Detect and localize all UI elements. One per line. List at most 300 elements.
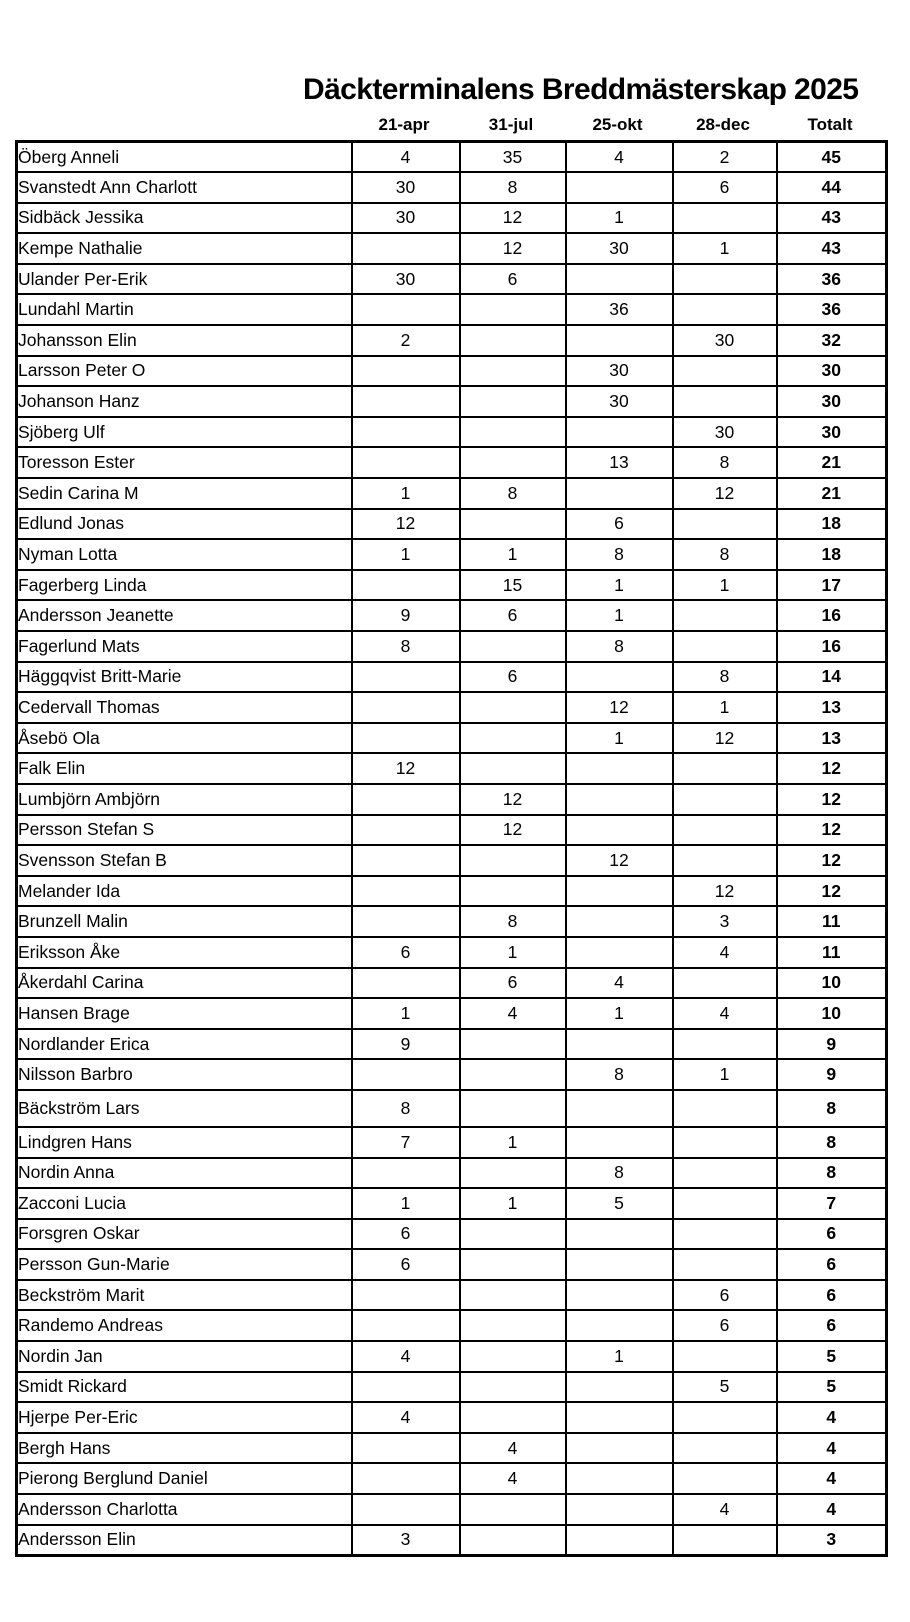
table-row xyxy=(17,509,887,540)
total-cell: 8 xyxy=(777,1158,887,1189)
score-cell: 4 xyxy=(673,998,777,1029)
player-name-cell: Fagerlund Mats xyxy=(17,631,352,662)
score-cell: 4 xyxy=(352,1341,460,1372)
player-name-cell: Lindgren Hans xyxy=(17,1127,352,1158)
total-cell: 36 xyxy=(777,264,887,295)
score-cell: 2 xyxy=(352,325,460,356)
table-row xyxy=(17,1090,887,1127)
total-cell: 30 xyxy=(777,356,887,387)
total-cell: 12 xyxy=(777,845,887,876)
table-row xyxy=(17,478,887,509)
score-cell xyxy=(673,1127,777,1158)
player-name-cell: Forsgren Oskar xyxy=(17,1219,352,1250)
score-cell: 8 xyxy=(673,662,777,693)
score-cell xyxy=(566,1280,673,1311)
player-name-cell: Persson Stefan S xyxy=(17,815,352,846)
score-cell xyxy=(352,1059,460,1090)
score-cell xyxy=(566,1463,673,1494)
table-row xyxy=(17,1494,887,1525)
player-name-cell: Larsson Peter O xyxy=(17,356,352,387)
score-cell: 6 xyxy=(352,1249,460,1280)
total-cell: 4 xyxy=(777,1494,887,1525)
total-cell: 45 xyxy=(777,142,887,173)
total-cell: 44 xyxy=(777,172,887,203)
score-cell xyxy=(566,1249,673,1280)
player-name-cell: Häggqvist Britt-Marie xyxy=(17,662,352,693)
score-cell: 12 xyxy=(460,815,566,846)
score-cell: 1 xyxy=(566,600,673,631)
player-name-cell: Svensson Stefan B xyxy=(17,845,352,876)
score-cell xyxy=(352,386,460,417)
score-cell: 30 xyxy=(673,325,777,356)
player-name-cell: Lundahl Martin xyxy=(17,294,352,325)
score-cell xyxy=(460,753,566,784)
total-cell: 14 xyxy=(777,662,887,693)
total-cell: 36 xyxy=(777,294,887,325)
score-cell xyxy=(673,386,777,417)
score-cell: 6 xyxy=(566,509,673,540)
total-cell: 13 xyxy=(777,723,887,754)
score-cell xyxy=(460,1059,566,1090)
score-cell: 4 xyxy=(460,998,566,1029)
score-cell: 4 xyxy=(352,142,460,173)
player-name-cell: Cedervall Thomas xyxy=(17,692,352,723)
score-cell: 1 xyxy=(352,1188,460,1219)
score-cell: 1 xyxy=(566,1341,673,1372)
score-cell: 12 xyxy=(673,876,777,907)
total-cell: 6 xyxy=(777,1249,887,1280)
score-cell: 1 xyxy=(673,692,777,723)
player-name-cell: Bäckström Lars xyxy=(17,1090,352,1127)
score-cell xyxy=(352,1158,460,1189)
score-cell xyxy=(566,417,673,448)
table-row xyxy=(17,1310,887,1341)
page-title: Däckterminalens Breddmästerskap 2025 xyxy=(303,73,859,107)
score-cell xyxy=(460,1249,566,1280)
column-header-date-4: 28-dec xyxy=(696,115,750,134)
score-cell: 1 xyxy=(566,998,673,1029)
score-cell: 6 xyxy=(460,968,566,999)
table-row xyxy=(17,447,887,478)
score-cell xyxy=(460,1402,566,1433)
player-name-cell: Hansen Brage xyxy=(17,998,352,1029)
score-cell xyxy=(352,294,460,325)
score-cell: 30 xyxy=(566,233,673,264)
player-name-cell: Toresson Ester xyxy=(17,447,352,478)
table-row xyxy=(17,233,887,264)
score-cell: 1 xyxy=(352,998,460,1029)
score-cell: 2 xyxy=(673,142,777,173)
table-row xyxy=(17,539,887,570)
score-cell xyxy=(352,417,460,448)
score-cell: 4 xyxy=(352,1402,460,1433)
score-cell xyxy=(673,356,777,387)
total-cell: 4 xyxy=(777,1463,887,1494)
player-name-cell: Öberg Anneli xyxy=(17,142,352,173)
score-cell xyxy=(566,478,673,509)
score-cell: 30 xyxy=(352,203,460,234)
total-cell: 12 xyxy=(777,784,887,815)
total-cell: 5 xyxy=(777,1372,887,1403)
total-cell: 3 xyxy=(777,1525,887,1556)
score-cell: 30 xyxy=(566,386,673,417)
score-cell: 1 xyxy=(460,1127,566,1158)
player-name-cell: Johansson Elin xyxy=(17,325,352,356)
score-cell xyxy=(566,753,673,784)
table-row xyxy=(17,1433,887,1464)
score-cell: 4 xyxy=(460,1463,566,1494)
total-cell: 16 xyxy=(777,631,887,662)
player-name-cell: Falk Elin xyxy=(17,753,352,784)
total-cell: 4 xyxy=(777,1402,887,1433)
table-row xyxy=(17,631,887,662)
score-cell xyxy=(352,906,460,937)
score-cell xyxy=(566,815,673,846)
score-cell: 6 xyxy=(460,600,566,631)
table-row xyxy=(17,692,887,723)
score-cell: 13 xyxy=(566,447,673,478)
score-cell: 7 xyxy=(352,1127,460,1158)
score-cell xyxy=(673,600,777,631)
score-cell xyxy=(566,1219,673,1250)
score-cell: 1 xyxy=(566,203,673,234)
score-cell xyxy=(566,662,673,693)
player-name-cell: Nordin Jan xyxy=(17,1341,352,1372)
total-cell: 18 xyxy=(777,539,887,570)
score-cell: 30 xyxy=(352,172,460,203)
score-cell: 9 xyxy=(352,600,460,631)
table-row xyxy=(17,815,887,846)
standings-sheet xyxy=(15,110,885,1557)
score-cell xyxy=(673,815,777,846)
player-name-cell: Åsebö Ola xyxy=(17,723,352,754)
total-cell: 10 xyxy=(777,968,887,999)
score-cell: 1 xyxy=(460,539,566,570)
score-cell xyxy=(566,172,673,203)
score-cell xyxy=(460,1158,566,1189)
column-header-date-2: 31-jul xyxy=(488,115,534,134)
score-cell xyxy=(566,1433,673,1464)
score-cell: 15 xyxy=(460,570,566,601)
table-row xyxy=(17,1372,887,1403)
score-cell xyxy=(460,876,566,907)
table-row xyxy=(17,325,887,356)
score-cell: 4 xyxy=(566,968,673,999)
score-cell xyxy=(460,1029,566,1060)
score-cell: 6 xyxy=(352,1219,460,1250)
player-name-cell: Fagerberg Linda xyxy=(17,570,352,601)
table-row xyxy=(17,998,887,1029)
player-name-cell: Randemo Andreas xyxy=(17,1310,352,1341)
score-cell xyxy=(673,1341,777,1372)
table-row xyxy=(17,417,887,448)
score-cell xyxy=(460,294,566,325)
score-cell: 6 xyxy=(673,1280,777,1311)
standings-table xyxy=(15,140,888,1557)
column-header-row xyxy=(15,110,885,140)
table-row xyxy=(17,1280,887,1311)
total-cell: 43 xyxy=(777,233,887,264)
total-cell: 30 xyxy=(777,417,887,448)
total-cell: 18 xyxy=(777,509,887,540)
player-name-cell: Brunzell Malin xyxy=(17,906,352,937)
score-cell: 6 xyxy=(673,1310,777,1341)
total-cell: 11 xyxy=(777,906,887,937)
score-cell xyxy=(673,784,777,815)
score-cell: 1 xyxy=(566,570,673,601)
score-cell: 12 xyxy=(460,233,566,264)
player-name-cell: Andersson Elin xyxy=(17,1525,352,1556)
total-cell: 30 xyxy=(777,386,887,417)
player-name-cell: Andersson Charlotta xyxy=(17,1494,352,1525)
player-name-cell: Kempe Nathalie xyxy=(17,233,352,264)
score-cell xyxy=(352,815,460,846)
score-cell xyxy=(352,1463,460,1494)
table-row xyxy=(17,906,887,937)
score-cell xyxy=(352,356,460,387)
score-cell: 12 xyxy=(673,478,777,509)
player-name-cell: Nordlander Erica xyxy=(17,1029,352,1060)
score-cell xyxy=(673,1090,777,1127)
score-cell xyxy=(673,1402,777,1433)
score-cell xyxy=(460,1280,566,1311)
score-cell: 6 xyxy=(352,937,460,968)
table-row xyxy=(17,662,887,693)
score-cell xyxy=(673,1219,777,1250)
total-cell: 5 xyxy=(777,1341,887,1372)
player-name-cell: Johanson Hanz xyxy=(17,386,352,417)
player-name-cell: Åkerdahl Carina xyxy=(17,968,352,999)
score-cell: 6 xyxy=(460,264,566,295)
score-cell xyxy=(352,723,460,754)
column-header-date-1: 21-apr xyxy=(378,115,430,134)
score-cell: 30 xyxy=(566,356,673,387)
table-row xyxy=(17,937,887,968)
player-name-cell: Nordin Anna xyxy=(17,1158,352,1189)
score-cell: 8 xyxy=(460,478,566,509)
total-cell: 10 xyxy=(777,998,887,1029)
score-cell: 3 xyxy=(673,906,777,937)
table-row xyxy=(17,784,887,815)
total-cell: 4 xyxy=(777,1433,887,1464)
score-cell: 5 xyxy=(566,1188,673,1219)
score-cell xyxy=(352,1433,460,1464)
score-cell xyxy=(460,692,566,723)
score-cell: 6 xyxy=(673,172,777,203)
score-cell xyxy=(566,325,673,356)
score-cell xyxy=(460,509,566,540)
table-row xyxy=(17,570,887,601)
table-row xyxy=(17,876,887,907)
score-cell xyxy=(460,386,566,417)
table-row xyxy=(17,845,887,876)
player-name-cell: Andersson Jeanette xyxy=(17,600,352,631)
score-cell xyxy=(566,1090,673,1127)
score-table-body xyxy=(17,142,887,1556)
score-cell: 3 xyxy=(352,1525,460,1556)
total-cell: 8 xyxy=(777,1090,887,1127)
score-cell: 1 xyxy=(673,233,777,264)
player-name-cell: Sidbäck Jessika xyxy=(17,203,352,234)
table-row xyxy=(17,1249,887,1280)
total-cell: 6 xyxy=(777,1310,887,1341)
score-cell: 12 xyxy=(566,692,673,723)
table-row xyxy=(17,1341,887,1372)
score-cell xyxy=(460,417,566,448)
score-cell xyxy=(673,1158,777,1189)
score-cell xyxy=(460,845,566,876)
player-name-cell: Edlund Jonas xyxy=(17,509,352,540)
score-cell: 12 xyxy=(460,203,566,234)
player-name-cell: Persson Gun-Marie xyxy=(17,1249,352,1280)
table-row xyxy=(17,1127,887,1158)
table-row xyxy=(17,1525,887,1556)
table-row xyxy=(17,1158,887,1189)
score-cell xyxy=(460,1219,566,1250)
score-cell xyxy=(566,1310,673,1341)
score-cell xyxy=(460,325,566,356)
total-cell: 13 xyxy=(777,692,887,723)
player-name-cell: Smidt Rickard xyxy=(17,1372,352,1403)
player-name-cell: Svanstedt Ann Charlott xyxy=(17,172,352,203)
total-cell: 17 xyxy=(777,570,887,601)
score-cell: 5 xyxy=(673,1372,777,1403)
table-row xyxy=(17,294,887,325)
table-row xyxy=(17,264,887,295)
score-cell xyxy=(352,662,460,693)
score-cell xyxy=(352,233,460,264)
score-cell xyxy=(566,876,673,907)
column-header-date-3: 25-okt xyxy=(592,115,643,134)
total-cell: 9 xyxy=(777,1029,887,1060)
total-cell: 12 xyxy=(777,753,887,784)
score-cell xyxy=(566,264,673,295)
score-cell: 12 xyxy=(566,845,673,876)
player-name-cell: Pierong Berglund Daniel xyxy=(17,1463,352,1494)
score-cell: 8 xyxy=(352,631,460,662)
total-cell: 6 xyxy=(777,1219,887,1250)
score-cell xyxy=(566,1402,673,1433)
player-name-cell: Sjöberg Ulf xyxy=(17,417,352,448)
score-cell: 1 xyxy=(566,723,673,754)
total-cell: 7 xyxy=(777,1188,887,1219)
player-name-cell: Ulander Per-Erik xyxy=(17,264,352,295)
total-cell: 12 xyxy=(777,815,887,846)
score-cell xyxy=(566,1029,673,1060)
score-cell: 36 xyxy=(566,294,673,325)
score-cell xyxy=(673,631,777,662)
total-cell: 21 xyxy=(777,447,887,478)
table-row xyxy=(17,1463,887,1494)
player-name-cell: Nilsson Barbro xyxy=(17,1059,352,1090)
score-cell xyxy=(460,1090,566,1127)
score-cell: 6 xyxy=(460,662,566,693)
total-cell: 32 xyxy=(777,325,887,356)
score-cell xyxy=(673,1463,777,1494)
score-cell xyxy=(460,1341,566,1372)
score-cell xyxy=(460,1372,566,1403)
score-cell: 8 xyxy=(566,631,673,662)
player-name-cell: Sedin Carina M xyxy=(17,478,352,509)
score-cell: 35 xyxy=(460,142,566,173)
player-name-cell: Lumbjörn Ambjörn xyxy=(17,784,352,815)
score-cell xyxy=(460,356,566,387)
table-row xyxy=(17,203,887,234)
total-cell: 12 xyxy=(777,876,887,907)
score-cell xyxy=(566,1127,673,1158)
score-cell xyxy=(352,570,460,601)
total-cell: 9 xyxy=(777,1059,887,1090)
score-cell xyxy=(673,264,777,295)
table-row xyxy=(17,1059,887,1090)
score-cell xyxy=(352,968,460,999)
player-name-cell: Zacconi Lucia xyxy=(17,1188,352,1219)
score-cell: 8 xyxy=(566,539,673,570)
score-cell xyxy=(352,876,460,907)
total-cell: 11 xyxy=(777,937,887,968)
player-name-cell: Nyman Lotta xyxy=(17,539,352,570)
score-cell xyxy=(566,1525,673,1556)
score-cell xyxy=(673,1188,777,1219)
player-name-cell: Eriksson Åke xyxy=(17,937,352,968)
score-cell xyxy=(673,509,777,540)
table-row xyxy=(17,1188,887,1219)
total-cell: 6 xyxy=(777,1280,887,1311)
score-cell xyxy=(566,906,673,937)
score-cell xyxy=(673,203,777,234)
table-row xyxy=(17,753,887,784)
score-cell: 4 xyxy=(673,1494,777,1525)
score-cell xyxy=(460,1525,566,1556)
score-cell xyxy=(460,1310,566,1341)
score-cell: 1 xyxy=(460,1188,566,1219)
player-name-cell: Hjerpe Per-Eric xyxy=(17,1402,352,1433)
table-row xyxy=(17,1402,887,1433)
score-cell xyxy=(352,447,460,478)
score-cell xyxy=(352,1372,460,1403)
table-row xyxy=(17,723,887,754)
score-cell: 12 xyxy=(460,784,566,815)
score-cell: 12 xyxy=(352,509,460,540)
score-cell: 4 xyxy=(460,1433,566,1464)
total-cell: 16 xyxy=(777,600,887,631)
score-cell xyxy=(460,631,566,662)
table-row xyxy=(17,172,887,203)
score-cell: 8 xyxy=(566,1059,673,1090)
score-cell: 8 xyxy=(566,1158,673,1189)
score-cell xyxy=(673,1249,777,1280)
score-cell: 8 xyxy=(460,906,566,937)
score-cell: 1 xyxy=(460,937,566,968)
score-cell: 12 xyxy=(673,723,777,754)
score-cell xyxy=(673,1433,777,1464)
score-cell xyxy=(566,937,673,968)
score-cell xyxy=(352,845,460,876)
player-name-cell: Beckström Marit xyxy=(17,1280,352,1311)
score-cell xyxy=(673,1525,777,1556)
score-cell: 9 xyxy=(352,1029,460,1060)
table-row xyxy=(17,968,887,999)
score-cell xyxy=(566,1494,673,1525)
score-cell xyxy=(460,1494,566,1525)
table-row xyxy=(17,356,887,387)
score-cell: 1 xyxy=(352,539,460,570)
table-row xyxy=(17,386,887,417)
score-cell: 30 xyxy=(673,417,777,448)
score-cell: 1 xyxy=(673,570,777,601)
score-cell xyxy=(352,784,460,815)
score-cell xyxy=(352,1280,460,1311)
